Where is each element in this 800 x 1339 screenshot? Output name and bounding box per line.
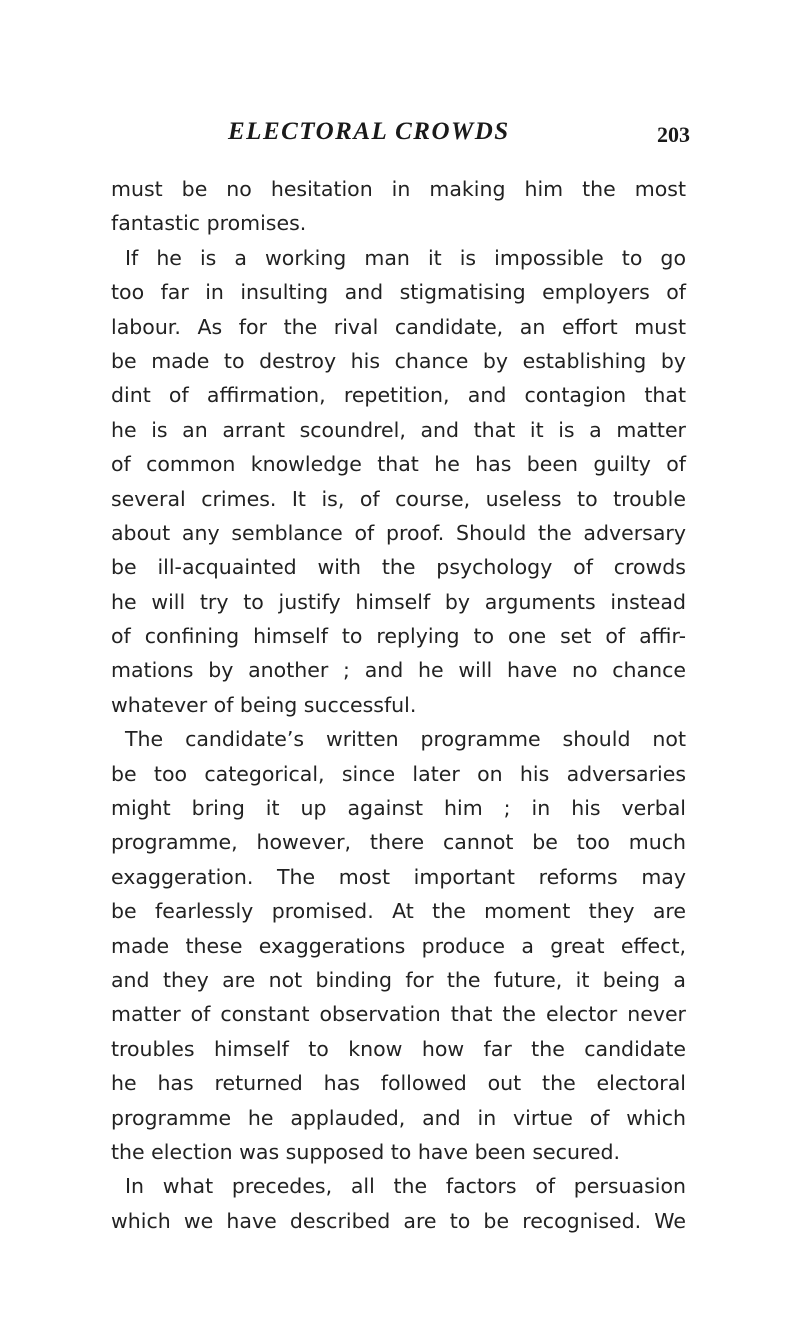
text-line: labour. As for the rival candidate, an effort must [111, 314, 686, 339]
text-line: dint of affirmation, repetition, and contagion that [111, 383, 686, 408]
text-line: programme he applauded, and in virtue of which [111, 1105, 686, 1130]
text-line: the election was supposed to have been secured. [111, 1139, 621, 1164]
text-line: matter of constant observation that the elector never [111, 1002, 686, 1027]
paragraph-start-line: In what precedes, all the factors of persuasion [125, 1174, 686, 1199]
text-line: of confining himself to replying to one set of affir- [111, 624, 686, 649]
text-line: too far in insulting and stigmatising employers of [111, 280, 686, 305]
page-number: 203 [657, 122, 690, 147]
body-text [111, 172, 686, 1238]
text-line: he is an arrant scoundrel, and that it is a matter [111, 417, 686, 442]
text-line: be ill-acquainted with the psychology of crowds [111, 555, 686, 580]
paragraph-start-line: If he is a working man it is impossible to go [125, 245, 686, 270]
text-line: several crimes. It is, of course, useless to trouble [111, 486, 686, 511]
text-line: be too categorical, since later on his adversaries [111, 761, 686, 786]
text-line: which we have described are to be recognised. We [111, 1208, 686, 1233]
text-line: troubles himself to know how far the candidate [111, 1036, 686, 1061]
text-line: exaggeration. The most important reforms may [111, 864, 686, 889]
paragraph-start-line: The candidate’s written programme should not [125, 727, 686, 752]
text-line: be made to destroy his chance by establishing by [111, 348, 686, 373]
text-line: whatever of being successful. [111, 692, 417, 717]
text-line: about any semblance of proof. Should the adversary [111, 520, 686, 545]
running-head [100, 118, 690, 154]
text-line: must be no hesitation in making him the most [111, 177, 686, 201]
text-line: made these exaggerations produce a great effect, [111, 933, 686, 958]
text-line: mations by another ; and he will have no chance [111, 658, 686, 683]
text-line: and they are not binding for the future, it being a [111, 967, 686, 992]
text-line: programme, however, there cannot be too much [111, 830, 686, 855]
text-line: he has returned has followed out the electoral [111, 1071, 686, 1096]
text-line: fantastic promises. [111, 211, 307, 236]
text-line: might bring it up against him ; in his verbal [111, 796, 686, 821]
text-line: be fearlessly promised. At the moment they are [111, 899, 686, 924]
text-line: of common knowledge that he has been guilty of [111, 452, 686, 477]
running-title: ELECTORAL CROWDS [228, 118, 510, 145]
text-line: he will try to justify himself by arguments instead [111, 589, 686, 614]
